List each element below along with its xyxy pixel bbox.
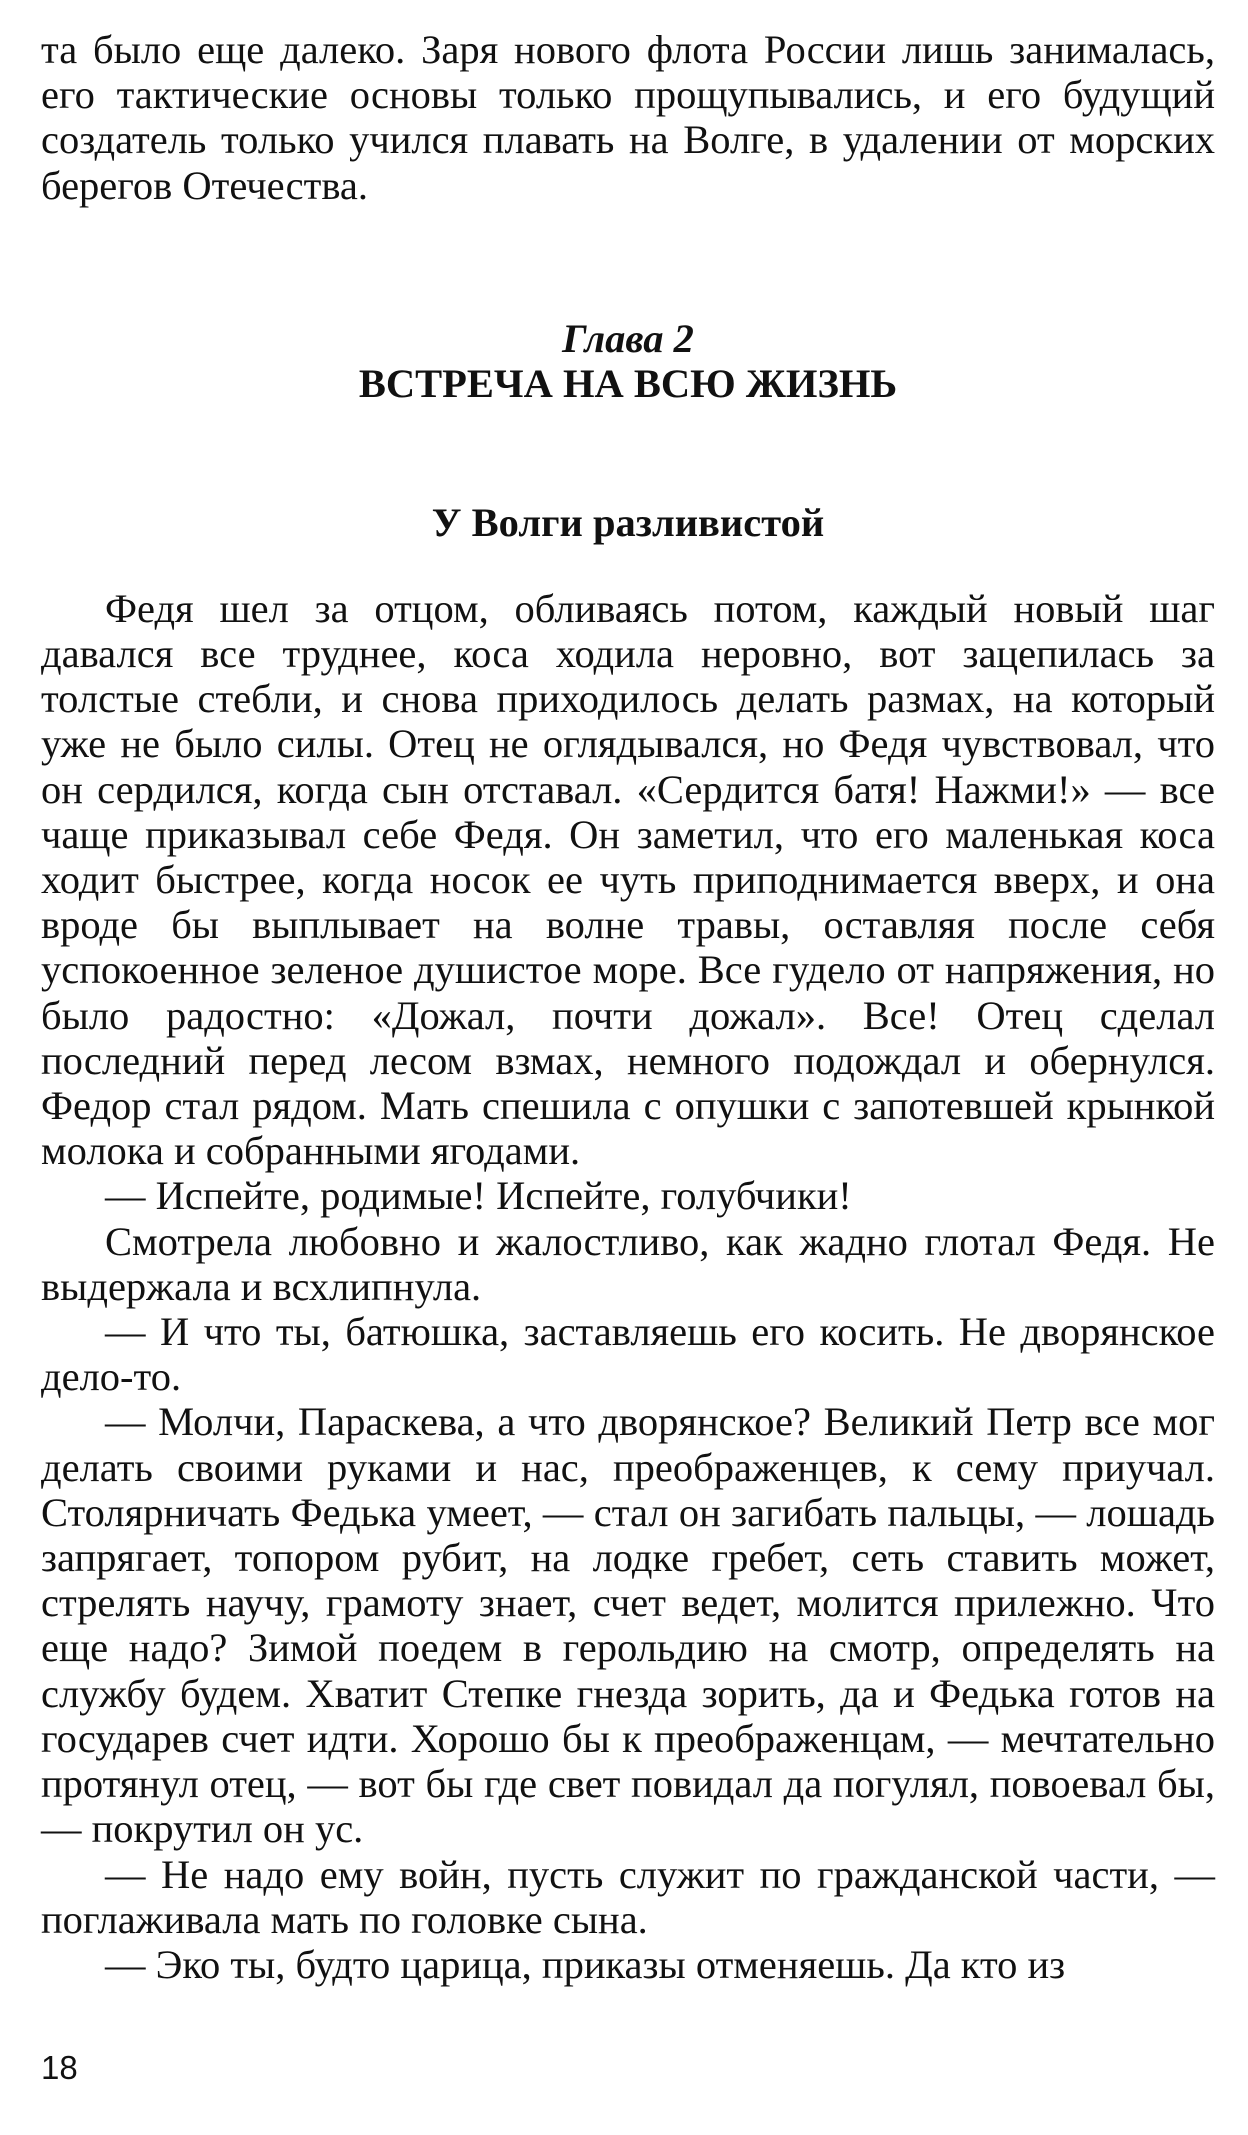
chapter-label: Глава 2 bbox=[562, 315, 694, 361]
chapter-title: ВСТРЕЧА НА ВСЮ ЖИЗНЬ bbox=[358, 360, 898, 406]
page-number: 18 bbox=[41, 2049, 78, 2086]
body-paragraph: — Испейте, родимые! Испейте, голубчики! bbox=[105, 1173, 852, 1219]
body-paragraph: — Молчи, Параскева, а что дворянское? Великий Петр все мог делать своими руками и нас, преображенцев, к сему приучал. Столярничать Федька умеет, — стал он загибать пальцы, — лошадь запрягает, топором рубит, на лодке гребет, сеть ставить может, стрелять научу, грамоту знает, счет ведет, молится прилежно. Что еще надо? Зимой поедем в герольдию на смотр, определять на службу будем. Хватит Степке гнезда зорить, да и Федька готов на государев счет идти. Хорошо бы к преображенцам, — мечтательно протянул отец, — вот бы где свет повидал да погулял, повоевал бы, — покрутил он ус. bbox=[41, 1399, 1215, 1852]
body-paragraph: Федя шел за отцом, обливаясь потом, каждый новый шаг давался все труднее, коса ходила неровно, вот зацепилась за толстые стебли, и снова приходилось делать размах, на который уже не было силы. Отец не оглядывался, но Федя чувствовал, что он сердился, когда сын отставал. «Сердится батя! Нажми!» — все чаще приказывал себе Федя. Он заметил, что его маленькая коса ходит быстрее, когда носок ее чуть приподнимается вверх, и она вроде бы выплывает на волне травы, оставляя после себя успокоенное зеленое душистое море. Все гудело от напряжения, но было радостно: «Дожал, почти дожал». Все! Отец сделал последний перед лесом взмах, немного подождал и обернулся. Федор стал рядом. Мать спешила с опушки с запотевшей крынкой молока и собранными ягодами. bbox=[41, 585, 1215, 1174]
body-paragraph: — Не надо ему войн, пусть служит по гражданской части, — поглаживала мать по головке сына. bbox=[41, 1851, 1215, 1942]
body-paragraph: — Эко ты, будто царица, приказы отменяешь. Да кто из bbox=[105, 1941, 1066, 1987]
section-title: У Волги разливистой bbox=[431, 499, 825, 545]
chapter-body bbox=[41, 586, 1215, 1987]
opening-paragraph: та было еще далеко. Заря нового флота России лишь занималась, его тактические основы только прощупывались, и его будущий создатель только учился плавать на Волге, в удалении от морских берегов Отечества. bbox=[41, 27, 1215, 208]
body-paragraph: Смотрела любовно и жалостливо, как жадно глотал Федя. Не выдержала и всхлипнула. bbox=[41, 1218, 1215, 1309]
body-paragraph: — И что ты, батюшка, заставляешь его косить. Не дворянское дело-то. bbox=[41, 1309, 1215, 1400]
